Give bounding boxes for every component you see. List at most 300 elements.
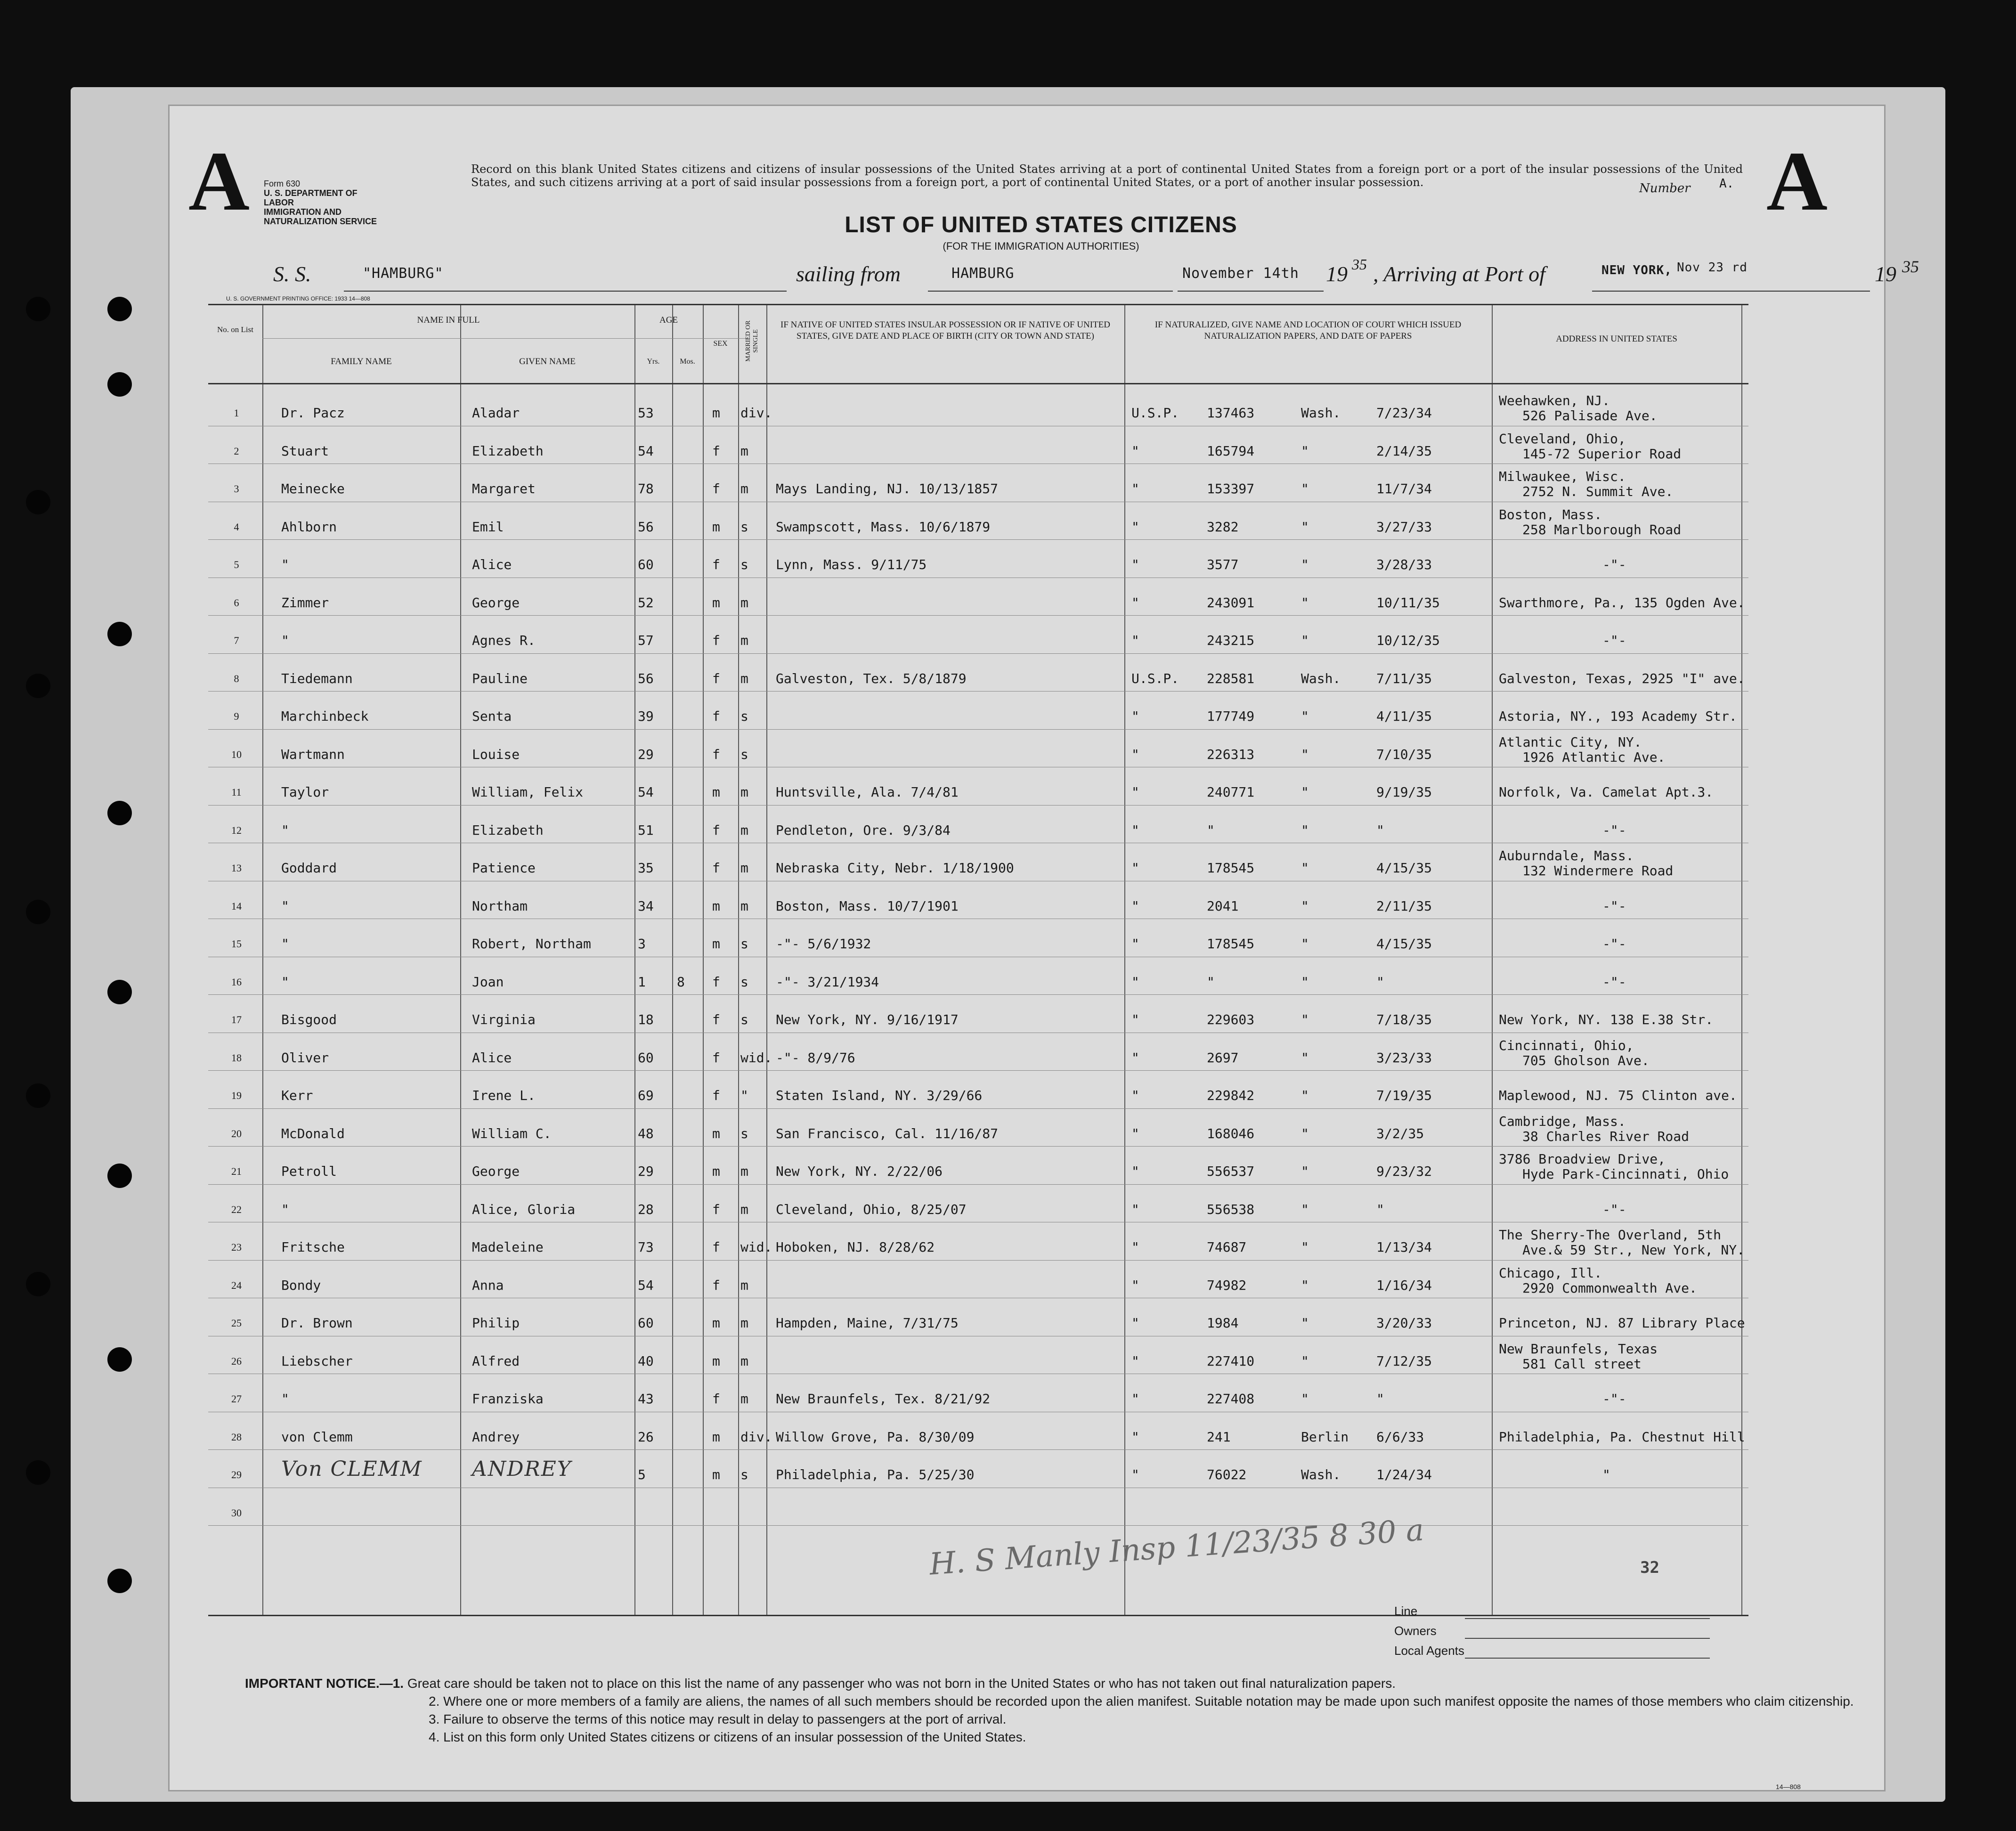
ship-name: "HAMBURG"	[363, 265, 444, 282]
court-cell: U.S.P.	[1131, 670, 1179, 686]
address-line-1-cell: Norfolk, Va. Camelat Apt.3.	[1499, 784, 1714, 800]
departure-date: November 14th	[1182, 265, 1299, 282]
family-name-cell: Stuart	[281, 443, 329, 459]
marital-status-cell: m	[740, 481, 748, 496]
row-number: 24	[231, 1279, 242, 1291]
given-name-cell: Patience	[472, 860, 536, 876]
naturalization-number-cell: "	[1207, 974, 1215, 990]
marital-status-cell: s	[740, 1012, 748, 1027]
naturalization-place-cell: "	[1301, 974, 1309, 990]
court-cell: "	[1131, 557, 1139, 572]
marital-status-cell: m	[740, 443, 748, 459]
court-cell: "	[1131, 974, 1139, 990]
marital-status-cell: div.	[740, 405, 772, 421]
address-line-1-cell: -"-	[1602, 1201, 1626, 1217]
row-divider	[208, 805, 1748, 806]
court-cell: "	[1131, 822, 1139, 838]
age-years-cell: 5	[638, 1467, 646, 1482]
birthplace-cell: Huntsville, Ala. 7/4/81	[776, 784, 959, 800]
address-line-1-cell: Maplewood, NJ. 75 Clinton ave.	[1499, 1088, 1737, 1103]
age-years-cell: 1	[638, 974, 646, 990]
age-years-cell: 39	[638, 708, 654, 724]
row-number: 10	[231, 748, 242, 760]
sex-cell: m	[712, 1467, 720, 1482]
family-name-cell: von Clemm	[281, 1429, 353, 1445]
sex-cell: f	[712, 860, 720, 876]
naturalization-place-cell: "	[1301, 822, 1309, 838]
row-number: 21	[231, 1165, 242, 1177]
family-name-cell: Petroll	[281, 1164, 337, 1179]
sex-cell: m	[712, 1125, 720, 1141]
arrival-year-value: 35	[1902, 257, 1919, 276]
given-name-cell: Philip	[472, 1315, 520, 1331]
family-name-cell: Bisgood	[281, 1012, 337, 1027]
given-name-cell: Alice	[472, 557, 512, 572]
notice-item-1: Great care should be taken not to place on this list the name of any passenger who was not born in the United States or who has not taken out final naturalization papers.	[407, 1676, 1396, 1691]
age-years-cell: 29	[638, 746, 654, 762]
age-years-cell: 56	[638, 670, 654, 686]
row-divider	[208, 691, 1748, 692]
address-line-1-cell: Boston, Mass.	[1499, 506, 1602, 522]
naturalization-date-cell: 11/7/34	[1376, 481, 1432, 496]
sex-cell: f	[712, 822, 720, 838]
arrival-date: Nov 23 rd	[1677, 260, 1748, 275]
address-line-1-cell: Cincinnati, Ohio,	[1499, 1037, 1634, 1053]
marital-status-cell: s	[740, 557, 748, 572]
family-name-cell: "	[281, 633, 289, 648]
inspector-signature: H. S Manly Insp 11/23/35 8 30 a	[928, 1513, 1425, 1582]
naturalization-date-cell: 3/2/35	[1376, 1125, 1424, 1141]
marital-status-cell: m	[740, 822, 748, 838]
family-name-cell: Dr. Pacz	[281, 405, 345, 421]
line-field-label: Line	[1394, 1604, 1464, 1624]
marital-status-cell: m	[740, 1315, 748, 1331]
age-years-cell: 53	[638, 405, 654, 421]
naturalization-number-cell: 177749	[1207, 708, 1255, 724]
family-name-cell: Tiedemann	[281, 670, 353, 686]
birthplace-cell: New York, NY. 9/16/1917	[776, 1012, 959, 1027]
family-name-cell: Fritsche	[281, 1239, 345, 1255]
naturalization-date-cell: 3/20/33	[1376, 1315, 1432, 1331]
row-divider	[208, 653, 1748, 654]
address-line-2-cell: 258 Marlborough Road	[1522, 521, 1682, 537]
age-years-cell: 78	[638, 481, 654, 496]
birthplace-cell: Lynn, Mass. 9/11/75	[776, 557, 927, 572]
sex-cell: m	[712, 1164, 720, 1179]
row-number: 9	[234, 710, 239, 722]
row-number: 2	[234, 445, 239, 457]
family-name-cell: Wartmann	[281, 746, 345, 762]
birthplace-cell: Staten Island, NY. 3/29/66	[776, 1088, 983, 1103]
naturalization-number-cell: 229842	[1207, 1088, 1255, 1103]
birthplace-cell: Pendleton, Ore. 9/3/84	[776, 822, 951, 838]
court-cell: "	[1131, 481, 1139, 496]
given-name-cell: Margaret	[472, 481, 536, 496]
arriving-label: , Arriving at Port of	[1373, 262, 1545, 286]
departure-port: HAMBURG	[951, 265, 1015, 282]
naturalization-place-cell: "	[1301, 633, 1309, 648]
naturalization-place-cell: "	[1301, 936, 1309, 952]
naturalization-number-cell: 2697	[1207, 1050, 1239, 1066]
court-cell: "	[1131, 1164, 1139, 1179]
row-divider	[208, 1525, 1748, 1526]
year-prefix: 19	[1326, 262, 1348, 286]
printing-office-note: U. S. GOVERNMENT PRINTING OFFICE: 1933 14—808	[226, 295, 370, 302]
naturalization-place-cell: "	[1301, 443, 1309, 459]
naturalization-number-cell: 556538	[1207, 1201, 1255, 1217]
age-years-cell: 29	[638, 1164, 654, 1179]
naturalization-place-cell: "	[1301, 784, 1309, 800]
naturalization-date-cell: 2/11/35	[1376, 898, 1432, 914]
address-line-1-cell: "	[1602, 1467, 1610, 1482]
marital-status-cell: s	[740, 708, 748, 724]
number-value: A.	[1719, 177, 1734, 191]
age-years-cell: 26	[638, 1429, 654, 1445]
address-line-1-cell: Cambridge, Mass.	[1499, 1113, 1626, 1129]
address-line-1-cell: New York, NY. 138 E.38 Str.	[1499, 1012, 1714, 1027]
age-years-cell: 54	[638, 443, 654, 459]
court-cell: "	[1131, 746, 1139, 762]
family-name-cell: Ahlborn	[281, 519, 337, 535]
number-field	[1639, 177, 1734, 195]
given-name-cell: Agnes R.	[472, 633, 536, 648]
sex-cell: m	[712, 405, 720, 421]
court-cell: "	[1131, 1125, 1139, 1141]
naturalization-place-cell: Wash.	[1301, 1467, 1341, 1482]
marital-status-cell: m	[740, 1164, 748, 1179]
given-name-cell: Alice	[472, 1050, 512, 1066]
naturalization-place-cell: "	[1301, 1277, 1309, 1293]
family-name-cell: Liebscher	[281, 1353, 353, 1369]
sex-cell: f	[712, 481, 720, 496]
given-name-cell: Alice, Gloria	[472, 1201, 576, 1217]
sex-cell: m	[712, 1315, 720, 1331]
arrival-year-prefix: 19	[1875, 262, 1896, 286]
age-years-cell: 35	[638, 860, 654, 876]
given-name-cell: Andrey	[472, 1429, 520, 1445]
address-line-2-cell: Hyde Park-Cincinnati, Ohio	[1522, 1166, 1729, 1182]
row-number: 16	[231, 976, 242, 988]
court-cell: "	[1131, 633, 1139, 648]
naturalization-place-cell: Wash.	[1301, 670, 1341, 686]
naturalization-number-cell: 178545	[1207, 936, 1255, 952]
court-cell: "	[1131, 519, 1139, 535]
age-years-cell: 73	[638, 1239, 654, 1255]
marital-status-cell: s	[740, 1467, 748, 1482]
birthplace-cell: Mays Landing, NJ. 10/13/1857	[776, 481, 999, 496]
given-name-cell: Madeleine	[472, 1239, 544, 1255]
marital-status-cell: m	[740, 1201, 748, 1217]
address-line-2-cell: 1926 Atlantic Ave.	[1522, 749, 1666, 765]
naturalization-date-cell: 7/18/35	[1376, 1012, 1432, 1027]
naturalization-place-cell: "	[1301, 1012, 1309, 1027]
address-line-1-cell: Auburndale, Mass.	[1499, 848, 1634, 863]
marital-status-cell: m	[740, 898, 748, 914]
form-identifier	[264, 179, 386, 226]
sex-cell: m	[712, 936, 720, 952]
year-value: 35	[1352, 256, 1367, 273]
arrival-port: NEW YORK,	[1601, 263, 1672, 277]
naturalization-date-cell: "	[1376, 1391, 1384, 1407]
naturalization-number-cell: 243215	[1207, 633, 1255, 648]
sex-cell: m	[712, 519, 720, 535]
given-name-cell: Anna	[472, 1277, 504, 1293]
birthplace-cell: -"- 3/21/1934	[776, 974, 879, 990]
sex-cell: m	[712, 1353, 720, 1369]
family-name-cell: Meinecke	[281, 481, 345, 496]
naturalization-date-cell: 9/19/35	[1376, 784, 1432, 800]
row-number: 18	[231, 1051, 242, 1064]
age-years-cell: 52	[638, 594, 654, 610]
row-number: 11	[231, 786, 242, 798]
given-name-cell: Franziska	[472, 1391, 544, 1407]
court-cell: "	[1131, 898, 1139, 914]
naturalization-place-cell: "	[1301, 1201, 1309, 1217]
row-divider	[208, 539, 1748, 540]
header-family-name: FAMILY NAME	[331, 357, 392, 366]
row-number: 5	[234, 559, 239, 570]
address-line-1-cell: Galveston, Texas, 2925 "I" ave.	[1499, 670, 1745, 686]
notice-item-4: 4. List on this form only United States citizens or citizens of an insular possession of the United States.	[429, 1730, 1026, 1744]
given-name-cell: Robert, Northam	[472, 936, 591, 952]
address-line-2-cell: 38 Charles River Road	[1522, 1128, 1690, 1144]
marital-status-cell: m	[740, 784, 748, 800]
birthplace-cell: New York, NY. 2/22/06	[776, 1164, 943, 1179]
naturalization-number-cell: "	[1207, 822, 1215, 838]
naturalization-number-cell: 74982	[1207, 1277, 1247, 1293]
marital-status-cell: s	[740, 746, 748, 762]
notice-heading: IMPORTANT NOTICE.—1.	[245, 1676, 404, 1691]
marital-status-cell: div.	[740, 1429, 772, 1445]
naturalization-date-cell: 1/13/34	[1376, 1239, 1432, 1255]
family-name-cell: Kerr	[281, 1088, 313, 1103]
given-name-cell: Joan	[472, 974, 504, 990]
row-divider	[208, 1260, 1748, 1261]
row-number: 3	[234, 483, 239, 495]
naturalization-date-cell: 2/14/35	[1376, 443, 1432, 459]
naturalization-date-cell: 7/12/35	[1376, 1353, 1432, 1369]
address-line-1-cell: -"-	[1602, 822, 1626, 838]
sex-cell: f	[712, 1277, 720, 1293]
sex-cell: m	[712, 1429, 720, 1445]
family-name-cell: "	[281, 898, 289, 914]
naturalization-date-cell: 4/11/35	[1376, 708, 1432, 724]
row-divider	[208, 1449, 1748, 1450]
birthplace-cell: Philadelphia, Pa. 5/25/30	[776, 1467, 975, 1482]
page-subtitle: (FOR THE IMMIGRATION AUTHORITIES)	[943, 240, 1139, 252]
row-number: 19	[231, 1090, 242, 1101]
naturalization-number-cell: 3282	[1207, 519, 1239, 535]
sailing-label: sailing from	[796, 262, 901, 286]
marital-status-cell: s	[740, 1125, 748, 1141]
court-cell: "	[1131, 936, 1139, 952]
address-line-2-cell: 145-72 Superior Road	[1522, 446, 1682, 462]
naturalization-date-cell: 10/11/35	[1376, 594, 1440, 610]
court-cell: "	[1131, 594, 1139, 610]
naturalization-date-cell: 7/11/35	[1376, 670, 1432, 686]
sex-cell: f	[712, 633, 720, 648]
local-agents-field-label: Local Agents	[1394, 1644, 1464, 1663]
family-name-cell: Goddard	[281, 860, 337, 876]
court-cell: "	[1131, 860, 1139, 876]
row-number: 8	[234, 672, 239, 684]
given-name-cell: George	[472, 594, 520, 610]
page-number: 32	[1640, 1558, 1659, 1577]
marital-status-cell: m	[740, 860, 748, 876]
important-notice	[245, 1675, 1856, 1746]
birthplace-cell: Nebraska City, Nebr. 1/18/1900	[776, 860, 1014, 876]
marital-status-cell: wid.	[740, 1050, 772, 1066]
header-address: ADDRESS IN UNITED STATES	[1556, 334, 1677, 344]
given-name-cell: Senta	[472, 708, 512, 724]
family-name-cell: "	[281, 557, 289, 572]
sex-cell: f	[712, 746, 720, 762]
naturalization-date-cell: 7/19/35	[1376, 1088, 1432, 1103]
address-line-1-cell: Cleveland, Ohio,	[1499, 431, 1626, 447]
naturalization-number-cell: 228581	[1207, 670, 1255, 686]
row-number: 29	[231, 1469, 242, 1481]
row-divider	[208, 1108, 1748, 1109]
address-line-1-cell: Princeton, NJ. 87 Library Place	[1499, 1315, 1745, 1331]
naturalization-place-cell: Wash.	[1301, 405, 1341, 421]
address-line-1-cell: -"-	[1602, 974, 1626, 990]
age-years-cell: 60	[638, 557, 654, 572]
voyage-line	[273, 256, 1919, 294]
given-name-cell: Irene L.	[472, 1088, 536, 1103]
number-label: Number	[1639, 181, 1691, 195]
marital-status-cell: m	[740, 1277, 748, 1293]
row-number: 12	[231, 824, 242, 836]
given-name-cell: William C.	[472, 1125, 552, 1141]
header-married-single: MARRIED OR SINGLE	[745, 320, 759, 362]
naturalization-date-cell: 9/23/32	[1376, 1164, 1432, 1179]
age-years-cell: 54	[638, 784, 654, 800]
naturalization-place-cell: "	[1301, 557, 1309, 572]
family-name-cell: Oliver	[281, 1050, 329, 1066]
court-cell: "	[1131, 1050, 1139, 1066]
age-years-cell: 34	[638, 898, 654, 914]
family-name-cell: Dr. Brown	[281, 1315, 353, 1331]
age-years-cell: 56	[638, 519, 654, 535]
form-letter-right: A	[1766, 134, 1828, 228]
row-divider	[208, 994, 1748, 995]
naturalization-number-cell: 76022	[1207, 1467, 1247, 1482]
naturalization-number-cell: 240771	[1207, 784, 1255, 800]
birthplace-cell: Hampden, Maine, 7/31/75	[776, 1315, 959, 1331]
naturalization-place-cell: "	[1301, 481, 1309, 496]
sex-cell: f	[712, 1088, 720, 1103]
row-number: 27	[231, 1393, 242, 1405]
naturalization-place-cell: "	[1301, 1391, 1309, 1407]
row-divider	[208, 729, 1748, 730]
sex-cell: f	[712, 1050, 720, 1066]
address-line-1-cell: Weehawken, NJ.	[1499, 393, 1610, 408]
header-mos: Mos.	[680, 358, 695, 366]
row-number: 30	[231, 1506, 242, 1519]
naturalization-number-cell: 165794	[1207, 443, 1255, 459]
address-line-1-cell: New Braunfels, Texas	[1499, 1341, 1658, 1357]
header-given-name: GIVEN NAME	[519, 357, 576, 366]
row-number: 1	[234, 407, 239, 419]
naturalization-number-cell: 241	[1207, 1429, 1231, 1445]
birthplace-cell: Cleveland, Ohio, 8/25/07	[776, 1201, 967, 1217]
given-name-cell: Pauline	[472, 670, 528, 686]
naturalization-number-cell: 556537	[1207, 1164, 1255, 1179]
header-yrs: Yrs.	[647, 358, 660, 366]
sex-cell: f	[712, 1391, 720, 1407]
notice-item-3: 3. Failure to observe the terms of this notice may result in delay to passengers at the port of arrival.	[429, 1712, 1007, 1726]
sex-cell: m	[712, 594, 720, 610]
family-name-cell: Bondy	[281, 1277, 321, 1293]
row-number: 26	[231, 1355, 242, 1367]
court-cell: "	[1131, 1467, 1139, 1482]
birthplace-cell: -"- 8/9/76	[776, 1050, 855, 1066]
naturalization-number-cell: 1984	[1207, 1315, 1239, 1331]
citizen-list-form	[170, 106, 1919, 1790]
naturalization-place-cell: "	[1301, 708, 1309, 724]
naturalization-number-cell: 74687	[1207, 1239, 1247, 1255]
naturalization-number-cell: 168046	[1207, 1125, 1255, 1141]
row-number: 17	[231, 1014, 242, 1025]
naturalization-place-cell: "	[1301, 1050, 1309, 1066]
naturalization-number-cell: 227410	[1207, 1353, 1255, 1369]
ss-label: S. S.	[273, 262, 311, 286]
naturalization-date-cell: 7/10/35	[1376, 746, 1432, 762]
age-years-cell: 60	[638, 1315, 654, 1331]
row-number: 22	[231, 1203, 242, 1215]
birthplace-cell: Boston, Mass. 10/7/1901	[776, 898, 959, 914]
given-name-cell: Elizabeth	[472, 822, 544, 838]
naturalization-number-cell: 178545	[1207, 860, 1255, 876]
given-name-cell: Emil	[472, 519, 504, 535]
naturalization-place-cell: "	[1301, 860, 1309, 876]
family-name-cell: "	[281, 1391, 289, 1407]
naturalization-number-cell: 2041	[1207, 898, 1239, 914]
court-cell: "	[1131, 784, 1139, 800]
address-line-2-cell: 132 Windermere Road	[1522, 863, 1674, 879]
row-number: 14	[231, 900, 242, 912]
address-line-1-cell: Philadelphia, Pa. Chestnut Hill	[1499, 1429, 1745, 1445]
birthplace-cell: -"- 5/6/1932	[776, 936, 871, 952]
age-years-cell: 51	[638, 822, 654, 838]
court-cell: "	[1131, 1353, 1139, 1369]
address-line-1-cell: Astoria, NY., 193 Academy Str.	[1499, 708, 1737, 724]
naturalization-date-cell: "	[1376, 1201, 1384, 1217]
given-name-cell: Alfred	[472, 1353, 520, 1369]
age-years-cell: 48	[638, 1125, 654, 1141]
birthplace-cell: Swampscott, Mass. 10/6/1879	[776, 519, 991, 535]
row-number: 28	[231, 1431, 242, 1443]
birthplace-cell: New Braunfels, Tex. 8/21/92	[776, 1391, 991, 1407]
court-cell: "	[1131, 1391, 1139, 1407]
naturalization-place-cell: "	[1301, 1164, 1309, 1179]
address-line-1-cell: Atlantic City, NY.	[1499, 734, 1642, 750]
naturalization-number-cell: 243091	[1207, 594, 1255, 610]
naturalization-place-cell: "	[1301, 519, 1309, 535]
given-name-cell: George	[472, 1164, 520, 1179]
address-line-2-cell: 2920 Commonwealth Ave.	[1522, 1280, 1697, 1296]
department-name: U. S. DEPARTMENT OF LABOR	[264, 188, 358, 207]
court-cell: "	[1131, 443, 1139, 459]
naturalization-date-cell: 4/15/35	[1376, 860, 1432, 876]
naturalization-date-cell: 6/6/33	[1376, 1429, 1424, 1445]
birthplace-cell: San Francisco, Cal. 11/16/87	[776, 1125, 999, 1141]
family-name-cell: Taylor	[281, 784, 329, 800]
marital-status-cell: m	[740, 1391, 748, 1407]
naturalization-date-cell: 10/12/35	[1376, 633, 1440, 648]
row-number: 6	[234, 596, 239, 609]
age-years-cell: 28	[638, 1201, 654, 1217]
